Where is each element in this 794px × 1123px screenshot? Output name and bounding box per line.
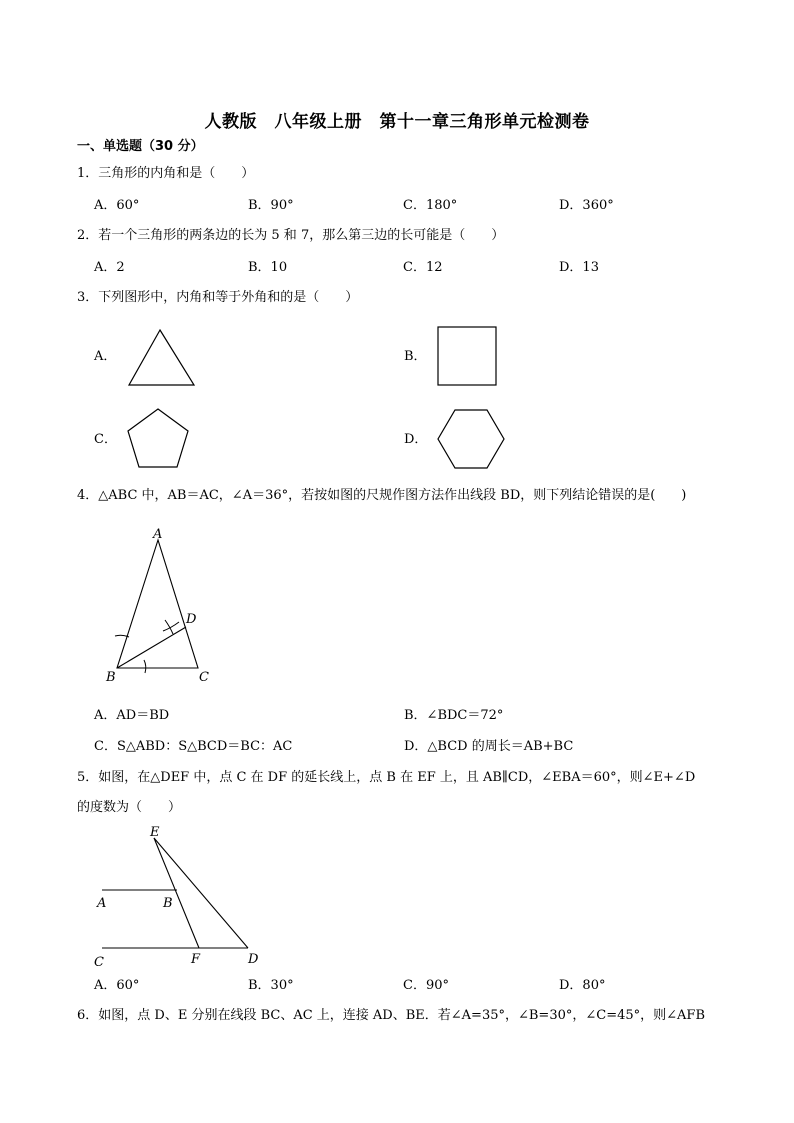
q1-option-b[interactable]: B．90° [248, 198, 294, 213]
label-a: A [97, 896, 107, 911]
question-5-stem-cont: 的度数为（ ） [77, 800, 182, 815]
label-d: D [248, 952, 259, 967]
label-f: F [191, 952, 201, 967]
q4-option-d[interactable]: D．△BCD 的周长＝AB+BC [404, 739, 574, 754]
segment-ef [154, 838, 199, 948]
q4-option-a[interactable]: A．AD＝BD [94, 708, 170, 723]
q4-option-c[interactable]: C．S△ABD：S△BCD＝BC：AC [94, 739, 293, 754]
q1-option-a[interactable]: A．60° [94, 198, 140, 213]
q2-option-d[interactable]: D．13 [559, 260, 599, 275]
question-4-stem: 4．△ABC 中，AB＝AC，∠A＝36°，若按如图的尺规作图方法作出线段 BD，则下列结论错误的是( ) [77, 488, 687, 503]
hexagon-icon [436, 408, 506, 470]
question-5-stem: 5．如图，在△DEF 中，点 C 在 DF 的延长线上，点 B 在 EF 上，且 AB∥CD，∠EBA＝60°，则∠E+∠D [77, 770, 696, 785]
q3-option-c[interactable]: C． [94, 432, 117, 447]
q5-figure [90, 822, 270, 972]
q4-figure [100, 524, 220, 686]
q3-option-d[interactable]: D． [404, 432, 428, 447]
question-1-stem: 1．三角形的内角和是（ ） [77, 166, 255, 181]
q2-option-c[interactable]: C．12 [403, 260, 443, 275]
q2-option-a[interactable]: A．2 [94, 260, 125, 275]
q5-option-a[interactable]: A．60° [94, 978, 140, 993]
triangle-icon [125, 326, 197, 388]
label-a: A [153, 527, 163, 542]
q5-option-d[interactable]: D．80° [559, 978, 606, 993]
label-e: E [150, 825, 160, 840]
label-d: D [186, 612, 197, 627]
label-b: B [106, 670, 116, 685]
pentagon-icon [124, 406, 194, 472]
q3-option-a[interactable]: A． [94, 349, 117, 364]
label-c: C [94, 955, 104, 970]
q1-option-d[interactable]: D．360° [559, 198, 614, 213]
question-2-stem: 2．若一个三角形的两条边的长为 5 和 7，那么第三边的长可能是（ ） [77, 228, 505, 243]
question-3-stem: 3．下列图形中，内角和等于外角和的是（ ） [77, 290, 359, 305]
page-title: 人教版 八年级上册 第十一章三角形单元检测卷 [204, 112, 590, 132]
triangle-abc [117, 540, 198, 668]
section-heading: 一、单选题（30 分） [77, 139, 204, 154]
q4-option-b[interactable]: B．∠BDC＝72° [404, 708, 504, 723]
q2-option-b[interactable]: B．10 [248, 260, 288, 275]
segment-bd [117, 627, 186, 668]
question-6-stem: 6．如图，点 D、E 分别在线段 BC、AC 上，连接 AD、BE．若∠A=35°，∠B=30°，∠C=45°，则∠AFB [77, 1008, 705, 1023]
q3-option-b[interactable]: B． [404, 349, 427, 364]
q5-option-b[interactable]: B．30° [248, 978, 294, 993]
q1-option-c[interactable]: C．180° [403, 198, 458, 213]
construction-arc [144, 660, 146, 673]
label-b: B [163, 896, 173, 911]
q5-option-c[interactable]: C．90° [403, 978, 449, 993]
square-icon [436, 325, 498, 387]
label-c: C [199, 670, 209, 685]
segment-ed [154, 838, 248, 948]
